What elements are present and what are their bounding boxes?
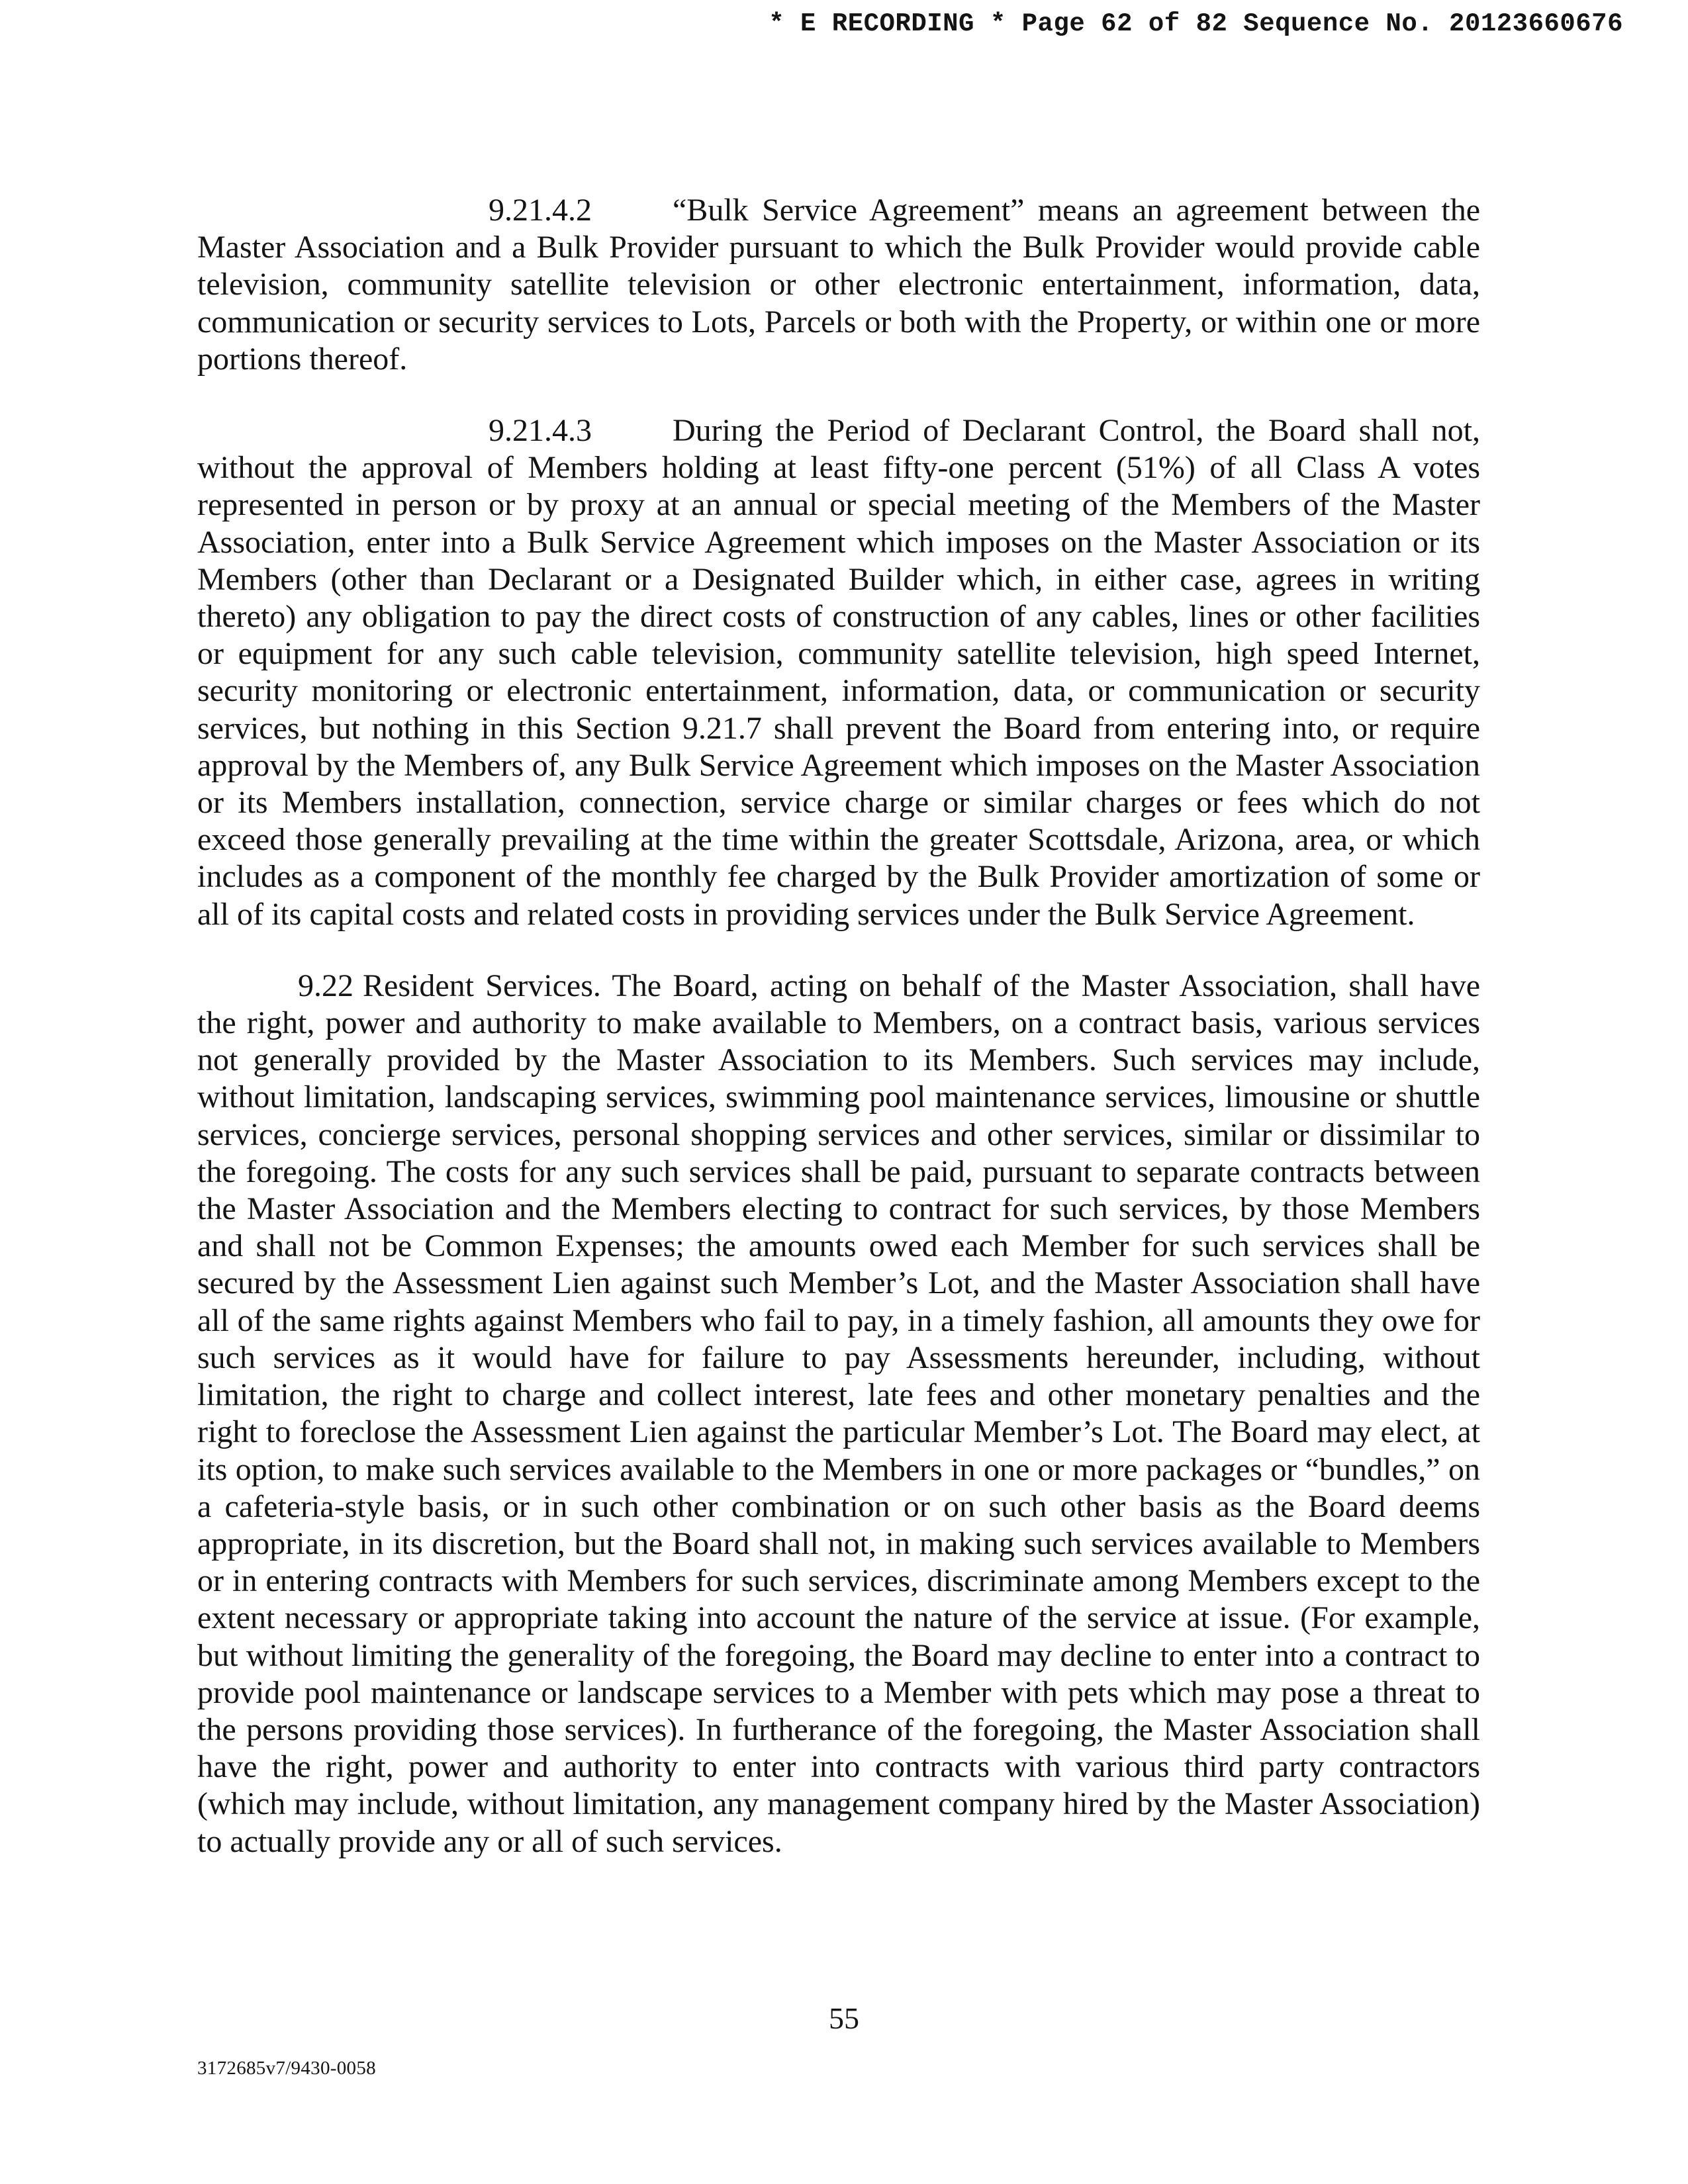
section-text: “Bulk Service Agreement” means an agreement between the Master Association and a Bulk Provider pursuant to which the Bulk Provider would provide cable television, community satellite television or other electronic entertainment, information, data, communication or security services to Lots, Parcels or both with the Property, or within one or more portions thereof.: [197, 193, 1480, 377]
document-body: [197, 192, 1480, 1860]
recording-header: * E RECORDING * Page 62 of 82 Sequence No. 20123660676: [769, 9, 1623, 38]
page-number: 55: [829, 2001, 859, 2035]
document-id: 3172685v7/9430-0058: [197, 2058, 376, 2079]
section-9-21-4-2: [197, 192, 1480, 378]
section-text: Resident Services. The Board, acting on behalf of the Master Association, shall have the right, power and authority to make available to Members, on a contract basis, various services not generally provided by the Master Association to its Members. Such services may include, without limitation, landscaping services, swimming pool maintenance services, limousine or shuttle services, concierge services, personal shopping services and other services, similar or dissimilar to the foregoing. The costs for any such services shall be paid, pursuant to separate contracts between the Master Association and the Members electing to contract for such services, by those Members and shall not be Common Expenses; the amounts owed each Member for such services shall be secured by the Assessment Lien against such Member’s Lot, and the Master Association shall have all of the same rights against Members who fail to pay, in a timely fashion, all amounts they owe for such services as it would have for failure to pay Assessments hereunder, including, without limitation, the right to charge and collect interest, late fees and other monetary penalties and the right to foreclose the Assessment Lien against the particular Member’s Lot. The Board may elect, at its option, to make such services available to the Members in one or more packages or “bundles,” on a cafeteria-style basis, or in such other combination or on such other basis as the Board deems appropriate, in its discretion, but the Board shall not, in making such services available to Members or in entering contracts with Members for such services, discriminate among Members except to the extent necessary or appropriate taking into account the nature of the service at issue. (For example, but without limiting the generality of the foregoing, the Board may decline to enter into a contract to provide pool maintenance or landscape services to a Member with pets which may pose a threat to the persons providing those services). In furtherance of the foregoing, the Master Association shall have the right, power and authority to enter into contracts with various third party contractors (which may include, without limitation, any management company hired by the Master Association) to actually provide any or all of such services.: [197, 968, 1480, 1859]
section-9-22-resident-services: [197, 968, 1480, 1860]
section-9-21-4-3: [197, 412, 1480, 933]
section-text: During the Period of Declarant Control, the Board shall not, without the approval of Members holding at least fifty-one percent (51%) of all Class A votes represented in person or by proxy at an annual or special meeting of the Members of the Master Association, enter into a Bulk Service Agreement which imposes on the Master Association or its Members (other than Declarant or a Designated Builder which, in either case, agrees in writing thereto) any obligation to pay the direct costs of construction of any cables, lines or other facilities or equipment for any such cable television, community satellite television, high speed Internet, security monitoring or electronic entertainment, information, data, or communication or security services, but nothing in this Section 9.21.7 shall prevent the Board from entering into, or require approval by the Members of, any Bulk Service Agreement which imposes on the Master Association or its Members installation, connection, service charge or similar charges or fees which do not exceed those generally prevailing at the time within the greater Scottsdale, Arizona, area, or which includes as a component of the monthly fee charged by the Bulk Provider amortization of some or all of its capital costs and related costs in providing services under the Bulk Service Agreement.: [197, 413, 1480, 932]
section-number: 9.21.4.2: [489, 193, 592, 228]
section-number: 9.21.4.3: [489, 413, 592, 449]
section-number: 9.22: [298, 968, 353, 1003]
